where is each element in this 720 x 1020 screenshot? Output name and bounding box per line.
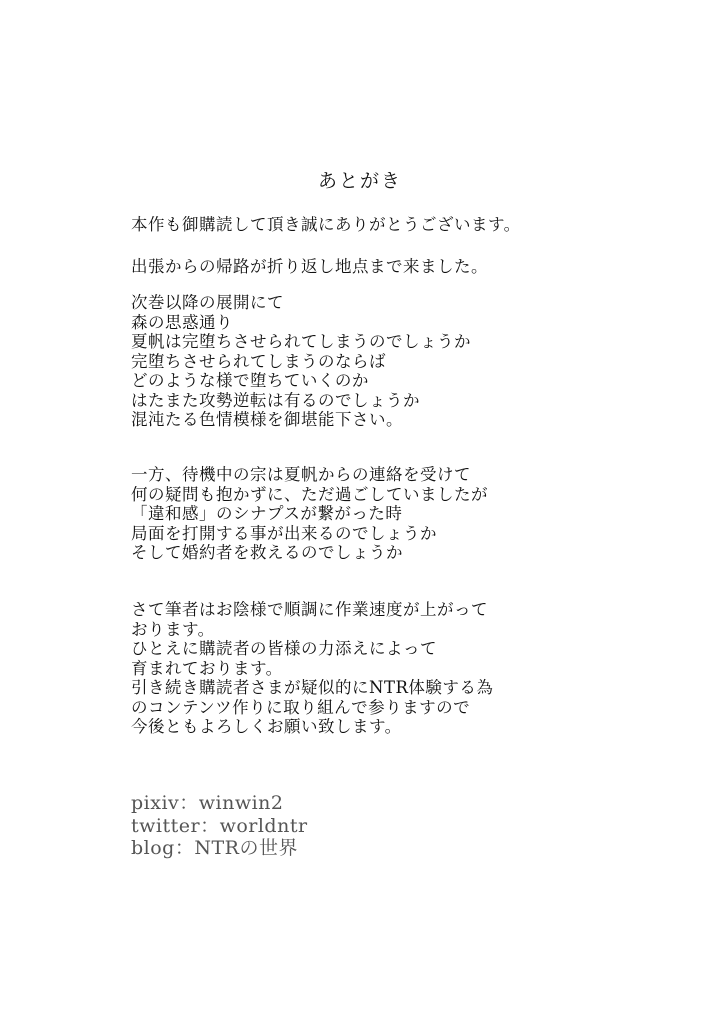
contact-blog: blog：NTRの世界 xyxy=(131,837,298,859)
text-line: 本作も御購読して頂き誠にありがとうございます。 xyxy=(131,215,521,234)
text-line: おります。 xyxy=(131,619,215,639)
paragraph-closing xyxy=(131,600,691,737)
text-line: ひとえに購読者の皆様の力添えによって xyxy=(131,639,437,658)
text-line: 「違和感」のシナプスが繋がった時 xyxy=(131,504,403,523)
text-line: そして婚約者を救えるのでしょうか xyxy=(131,543,403,562)
text-line: 局面を打開する事が出来るのでしょうか xyxy=(131,523,437,543)
paragraph-next-volume xyxy=(131,293,691,430)
paragraph-meanwhile xyxy=(131,465,691,563)
text-line: 引き続き購読者さまが疑似的にNTR体験する為 xyxy=(131,678,494,697)
contact-list xyxy=(131,792,308,860)
text-line: 一方、待機中の宗は夏帆からの連絡を受けて xyxy=(131,465,471,484)
page-title: あとがき xyxy=(317,170,402,192)
text-line: 何の疑問も抱かずに、ただ過ごしていましたが xyxy=(131,484,488,504)
text-line: 混沌たる色情模様を御堪能下さい。 xyxy=(131,410,403,429)
text-line: 育まれております。 xyxy=(131,658,283,678)
text-line: のコンテンツ作りに取り組んで参りますので xyxy=(131,697,471,717)
paragraph-thanks xyxy=(131,215,691,235)
contact-pixiv: pixiv：winwin2 xyxy=(131,792,284,814)
text-line: 次巻以降の展開にて xyxy=(131,293,284,312)
paragraph-trip xyxy=(131,257,691,277)
contact-twitter: twitter：worldntr xyxy=(131,814,308,837)
text-line: 今後ともよろしくお願い致します。 xyxy=(131,717,402,736)
text-line: はたまた攻勢逆転は有るのでしょうか xyxy=(131,390,420,410)
text-line: 夏帆は完堕ちさせられてしまうのでしょうか xyxy=(131,332,471,351)
text-line: 出張からの帰路が折り返し地点まで来ました。 xyxy=(131,257,488,276)
text-line: 森の思惑通り xyxy=(131,312,233,332)
text-line: 完堕ちさせられてしまうのならば xyxy=(131,351,386,371)
text-line: どのような様で堕ちていくのか xyxy=(131,371,369,390)
text-line: さて筆者はお陰様で順調に作業速度が上がって xyxy=(131,600,488,619)
